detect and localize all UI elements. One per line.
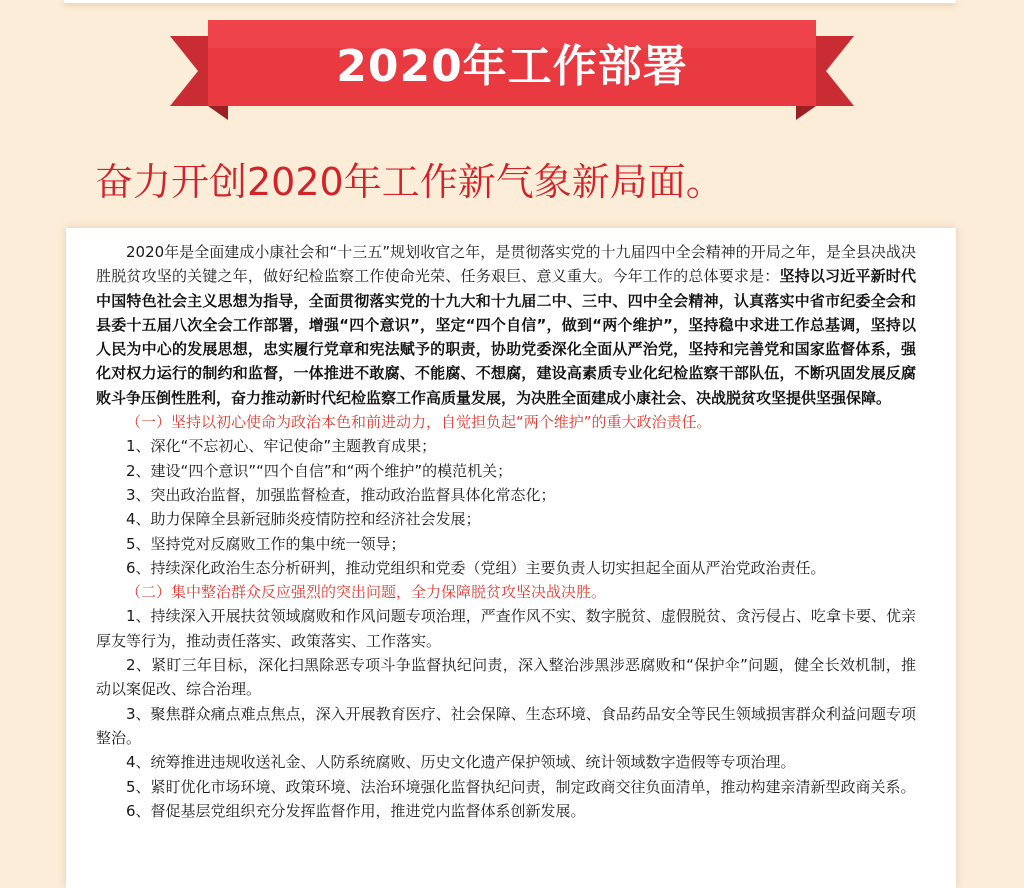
content-card xyxy=(66,228,956,888)
top-card-edge xyxy=(64,0,956,3)
banner-title: 2020年工作部署 xyxy=(336,41,688,92)
intro-paragraph xyxy=(96,240,916,410)
intro-lead-text: 2020年是全面建成小康社会和“十三五”规划收官之年，是贯彻落实党的十九届四中全会精神的开局之年，是全县决战决胜脱贫攻坚的关键之年，做好纪检监察工作使命光荣、任务艰巨、意义重大。今年工作的总体要求是： xyxy=(96,243,916,286)
ribbon-right-fold xyxy=(796,106,816,120)
section2-item: 6、督促基层党组织充分发挥监督作用，推进党内监督体系创新发展。 xyxy=(126,801,586,820)
section2-item: 4、统筹推进违规收送礼金、人防系统腐败、历史文化遗产保护领域、统计领域数字造假等专项治理。 xyxy=(126,753,796,772)
section-heading-2: （二）集中整治群众反应强烈的突出问题，全力保障脱贫攻坚决战决胜。 xyxy=(126,583,607,602)
section-heading-1: （一）坚持以初心使命为政治本色和前进动力，自觉担负起“两个维护”的重大政治责任。 xyxy=(126,413,712,432)
section2-item: 2、紧盯三年目标，深化扫黑除恶专项斗争监督执纪问责，深入整治涉黑涉恶腐败和“保护伞”问题，健全长效机制，推动以案促改、综合治理。 xyxy=(96,656,916,699)
page-headline: 奋力开创2020年工作新气象新局面。 xyxy=(95,160,724,204)
article-body xyxy=(96,240,916,823)
intro-bold-text: 坚持以习近平新时代中国特色社会主义思想为指导，全面贯彻落实党的十九大和十九届二中、三中、四中全会精神，认真落实中省市纪委全会和县委十五届八次全会工作部署，增强“四个意识”，坚定“四个自信”，做到“两个维护”，坚持稳中求进工作总基调，坚持以人民为中心的发展思想，忠实履行党章和宪法赋予的职责，协助党委深化全面从严治党，坚持和完善党和国家监督体系，强化对权力运行的制约和监督，一体推进不敢腐、不能腐、不想腐，建设高素质专业化纪检监察干部队伍，不断巩固发展反腐败斗争压倒性胜利，奋力推动新时代纪检监察工作高质量发展，为决胜全面建成小康社会、决战脱贫攻坚提供坚强保障。 xyxy=(96,267,916,407)
section1-item: 3、突出政治监督，加强监督检查，推动政治监督具体化常态化； xyxy=(126,485,556,504)
ribbon-left-fold xyxy=(208,106,228,120)
section1-item: 6、持续深化政治生态分析研判，推动党组织和党委（党组）主要负责人切实担起全面从严治党政治责任。 xyxy=(126,558,826,577)
section2-item: 1、持续深入开展扶贫领域腐败和作风问题专项治理，严查作风不实、数字脱贫、虚假脱贫、贪污侵占、吃拿卡要、优亲厚友等行为，推动责任落实、政策落实、工作落实。 xyxy=(96,607,916,650)
title-ribbon-banner xyxy=(170,16,854,126)
section1-item: 1、深化“不忘初心、牢记使命”主题教育成果； xyxy=(126,437,437,456)
section1-item: 4、助力保障全县新冠肺炎疫情防控和经济社会发展； xyxy=(126,510,481,529)
section1-item: 2、建设“四个意识”“四个自信”和“两个维护”的模范机关； xyxy=(126,461,513,480)
section1-item: 5、坚持党对反腐败工作的集中统一领导； xyxy=(126,534,406,553)
section2-item: 3、聚焦群众痛点难点焦点，深入开展教育医疗、社会保障、生态环境、食品药品安全等民生领域损害群众利益问题专项整治。 xyxy=(96,704,916,747)
section2-item: 5、紧盯优化市场环境、政策环境、法治环境强化监督执纪问责，制定政商交往负面清单，推动构建亲清新型政商关系。 xyxy=(126,777,916,796)
